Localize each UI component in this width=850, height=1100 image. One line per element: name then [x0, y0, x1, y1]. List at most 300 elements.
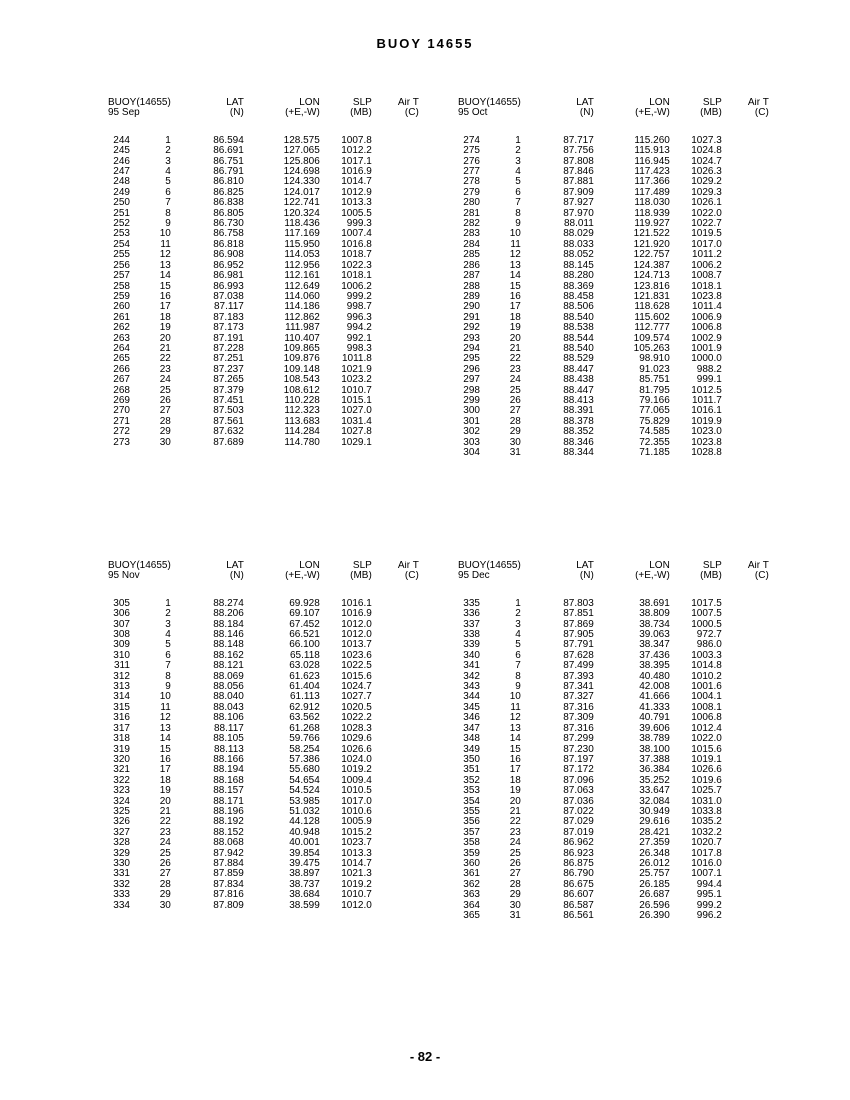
lon-value: 115.913: [634, 146, 670, 157]
day: 24: [159, 375, 171, 386]
airt-value: [722, 703, 769, 713]
table-row: [450, 375, 769, 385]
airt-value: [372, 198, 419, 208]
lat-value: 86.805: [213, 208, 244, 219]
lon-value: 124.698: [283, 167, 320, 178]
lat-value: 87.022: [563, 806, 594, 817]
table-row: [450, 302, 769, 312]
header-spacer: [450, 582, 769, 599]
airt-value: [372, 734, 419, 744]
airt-value: [372, 890, 419, 900]
lat-value: 86.790: [563, 869, 594, 880]
lat-value: 86.952: [213, 260, 244, 271]
slp-value: 1026.1: [691, 198, 722, 209]
slp-value: 1022.0: [691, 734, 722, 745]
lon-value: 61.113: [289, 692, 320, 703]
day-of-year: 269: [113, 395, 130, 406]
day: 9: [515, 219, 521, 230]
airt-value: [722, 661, 769, 671]
day: 1: [515, 135, 521, 146]
day-of-year: 365: [463, 911, 480, 921]
table-row: [450, 334, 769, 344]
table-row: [450, 271, 769, 281]
table-row: [450, 609, 769, 619]
lon-value: 123.816: [633, 281, 670, 292]
airt-header: Air T: [747, 561, 769, 571]
day: 3: [165, 156, 171, 167]
day: 18: [509, 312, 521, 323]
lat-value: 88.171: [213, 796, 244, 807]
table-row: [450, 261, 769, 271]
airt-value: [722, 261, 769, 271]
table-row: [450, 157, 769, 167]
table-row: [100, 890, 419, 900]
slp-value: 1014.7: [341, 177, 372, 188]
day-of-year: 252: [113, 219, 130, 230]
airt-value: [372, 292, 419, 302]
airt-value: [372, 859, 419, 869]
table-row: [450, 229, 769, 239]
day: 23: [509, 364, 521, 375]
lon-value: 112.161: [284, 271, 320, 282]
airt-value: [722, 828, 769, 838]
lon-value: 37.436: [639, 650, 670, 661]
slp-value: 1011.8: [341, 354, 372, 365]
table-row: [450, 250, 769, 260]
day: 11: [160, 239, 171, 250]
day-of-year: 360: [463, 858, 480, 869]
lat-unit: (N): [229, 571, 244, 582]
airt-value: [722, 838, 769, 848]
lon-value: 85.751: [639, 375, 670, 386]
lon-value: 118.628: [634, 302, 670, 313]
lat-value: 87.063: [563, 786, 594, 797]
lon-value: 54.654: [289, 775, 320, 786]
lon-value: 122.741: [283, 198, 320, 209]
table-row: [100, 869, 419, 879]
day: 25: [509, 385, 521, 396]
airt-value: [372, 427, 419, 437]
slp-header: SLP: [702, 561, 722, 571]
day-of-year: 307: [113, 619, 130, 630]
day: 7: [165, 661, 171, 672]
lat-value: 88.146: [213, 630, 244, 641]
day-of-year: 268: [113, 385, 130, 396]
lon-value: 114.060: [284, 291, 320, 302]
lat-value: 87.251: [213, 354, 244, 365]
lon-value: 57.386: [289, 754, 320, 765]
day: 21: [509, 806, 521, 817]
day-of-year: 259: [113, 291, 130, 302]
airt-value: [722, 734, 769, 744]
day-of-year: 277: [463, 167, 480, 178]
day-of-year: 341: [463, 661, 480, 672]
table-row: [450, 620, 769, 630]
slp-value: 1026.6: [341, 744, 372, 755]
lat-value: 88.056: [213, 682, 244, 693]
day: 18: [159, 312, 171, 323]
day-of-year: 295: [463, 354, 480, 365]
day: 2: [165, 609, 171, 620]
day-of-year: 335: [463, 598, 480, 609]
lat-value: 86.594: [213, 135, 244, 146]
lat-value: 88.162: [213, 650, 244, 661]
day-of-year: 303: [463, 437, 480, 448]
airt-value: [722, 849, 769, 859]
day-of-year: 330: [113, 858, 130, 869]
airt-value: [722, 229, 769, 239]
slp-value: 1023.7: [341, 838, 372, 849]
slp-value: 1019.1: [691, 754, 722, 765]
lat-value: 87.341: [563, 682, 594, 693]
lon-value: 37.388: [639, 754, 670, 765]
slp-unit: (MB): [350, 108, 372, 119]
day: 23: [159, 827, 171, 838]
airt-value: [372, 828, 419, 838]
lat-value: 86.993: [213, 281, 244, 292]
day: 29: [159, 427, 171, 438]
spacer-cell: [100, 119, 419, 136]
table-row: [450, 136, 769, 146]
slp-value: 1012.0: [341, 630, 372, 641]
lat-value: 87.379: [213, 385, 244, 396]
airt-value: [372, 599, 419, 609]
lat-value: 87.791: [563, 640, 594, 651]
header-spacer: [100, 119, 419, 136]
table-row: [450, 703, 769, 713]
table-row: [100, 880, 419, 890]
day: 4: [515, 630, 521, 641]
lat-value: 87.327: [563, 692, 594, 703]
day-of-year: 289: [463, 291, 480, 302]
day-of-year: 286: [463, 260, 480, 271]
airt-value: [372, 745, 419, 755]
slp-value: 1026.3: [691, 167, 722, 178]
table-row: [100, 849, 419, 859]
airt-value: [722, 692, 769, 702]
lat-value: 88.069: [213, 671, 244, 682]
lat-value: 87.117: [213, 302, 244, 313]
lon-value: 53.985: [289, 796, 320, 807]
table-row: [450, 323, 769, 333]
day-of-year: 359: [463, 848, 480, 859]
slp-value: 1023.6: [341, 650, 372, 661]
lat-value: 88.352: [563, 427, 594, 438]
airt-value: [372, 838, 419, 848]
table-row: [100, 692, 419, 702]
day: 30: [159, 900, 171, 911]
day: 12: [159, 713, 171, 724]
lat-value: 87.884: [213, 858, 244, 869]
lat-header: LAT: [226, 561, 244, 571]
slp-value: 986.0: [696, 640, 722, 651]
day-of-year: 351: [463, 765, 480, 776]
lon-value: 26.596: [639, 900, 670, 911]
day-of-year: 266: [113, 364, 130, 375]
airt-value: [722, 817, 769, 827]
table-row: [450, 786, 769, 796]
table-row: [100, 198, 419, 208]
lon-value: 111.987: [285, 323, 320, 334]
day: 16: [509, 754, 521, 765]
table-row: [450, 282, 769, 292]
airt-value: [722, 198, 769, 208]
day: 25: [159, 848, 171, 859]
lat-unit: (N): [579, 108, 594, 119]
slp-value: 1003.3: [691, 650, 722, 661]
airt-value: [372, 219, 419, 229]
airt-value: [722, 282, 769, 292]
day: 22: [159, 817, 171, 828]
day: 5: [165, 640, 171, 651]
lat-value: 87.191: [213, 333, 244, 344]
day: 25: [159, 385, 171, 396]
day-of-year: 308: [113, 630, 130, 641]
lon-value: 128.575: [283, 135, 320, 146]
table-row: [100, 292, 419, 302]
day-of-year: 257: [113, 271, 130, 282]
slp-value: 1023.2: [341, 375, 372, 386]
table-row: [100, 334, 419, 344]
day-of-year: 296: [463, 364, 480, 375]
lon-value: 39.854: [289, 848, 320, 859]
slp-value: 1026.6: [691, 765, 722, 776]
day: 27: [509, 869, 521, 880]
table-body: [100, 98, 419, 448]
lon-unit: (+E,-W): [635, 571, 670, 582]
table-row: [450, 672, 769, 682]
table-row: [100, 209, 419, 219]
slp-value: 1020.7: [691, 838, 722, 849]
month-label: 95 Sep: [108, 107, 140, 119]
day: 14: [509, 734, 521, 745]
table-row: [100, 146, 419, 156]
lon-value: 121.831: [633, 291, 670, 302]
airt-value: [372, 354, 419, 364]
airt-value: [372, 417, 419, 427]
airt-value: [722, 250, 769, 260]
airt-value: [372, 229, 419, 239]
lon-value: 51.032: [289, 806, 320, 817]
day: 17: [509, 302, 521, 313]
airt-value: [722, 599, 769, 609]
month-table-dec: [450, 561, 769, 921]
day-of-year: 251: [113, 208, 130, 219]
table-row: [450, 859, 769, 869]
day-of-year: 293: [463, 333, 480, 344]
airt-value: [722, 869, 769, 879]
airt-value: [372, 817, 419, 827]
airt-value: [722, 797, 769, 807]
airt-value: [722, 911, 769, 921]
airt-value: [722, 375, 769, 385]
lon-value: 118.030: [634, 198, 670, 209]
lat-value: 87.846: [563, 167, 594, 178]
slp-value: 1001.6: [691, 682, 722, 693]
day-of-year: 324: [113, 796, 130, 807]
day: 10: [159, 692, 171, 703]
day: 17: [509, 765, 521, 776]
day: 13: [509, 260, 521, 271]
slp-value: 996.2: [696, 911, 722, 921]
airt-value: [372, 713, 419, 723]
slp-value: 1024.8: [691, 146, 722, 157]
lon-value: 117.423: [634, 167, 670, 178]
lat-value: 87.316: [563, 723, 594, 734]
slp-value: 1019.9: [691, 416, 722, 427]
table-row: [100, 157, 419, 167]
lat-value: 87.237: [213, 364, 244, 375]
lon-value: 38.100: [639, 744, 670, 755]
lon-value: 65.118: [289, 650, 320, 661]
slp-value: 1006.2: [341, 281, 372, 292]
lon-value: 121.522: [633, 229, 670, 240]
slp-value: 996.3: [346, 312, 372, 323]
lon-value: 112.323: [284, 406, 320, 417]
day: 17: [159, 765, 171, 776]
day: 16: [159, 754, 171, 765]
day-of-year: 331: [113, 869, 130, 880]
lon-value: 114.053: [284, 250, 320, 261]
airt-value: [722, 177, 769, 187]
header-row: [100, 561, 419, 571]
slp-value: 1002.9: [691, 333, 722, 344]
lat-value: 88.544: [563, 333, 594, 344]
slp-value: 1011.2: [691, 250, 722, 261]
day: 22: [509, 354, 521, 365]
airt-value: [722, 859, 769, 869]
lat-value: 87.927: [563, 198, 594, 209]
day-of-year: 263: [113, 333, 130, 344]
airt-value: [372, 386, 419, 396]
lon-value: 112.649: [284, 281, 320, 292]
lat-value: 88.413: [563, 395, 594, 406]
slp-value: 1010.5: [341, 786, 372, 797]
lon-value: 72.355: [639, 437, 670, 448]
lat-value: 87.228: [213, 343, 244, 354]
lon-value: 40.791: [639, 713, 670, 724]
day: 20: [509, 333, 521, 344]
day: 30: [509, 437, 521, 448]
table-row: [100, 838, 419, 848]
lat-value: 87.808: [563, 156, 594, 167]
slp-value: 1017.8: [691, 848, 722, 859]
day: 20: [509, 796, 521, 807]
lat-value: 87.869: [563, 619, 594, 630]
lon-value: 58.254: [289, 744, 320, 755]
lon-value: 125.806: [283, 156, 320, 167]
lon-value: 62.912: [289, 702, 320, 713]
slp-value: 1022.2: [341, 713, 372, 724]
table-row: [450, 177, 769, 187]
day: 10: [509, 229, 521, 240]
slp-value: 1014.7: [341, 858, 372, 869]
lon-value: 118.436: [284, 219, 320, 230]
day: 12: [159, 250, 171, 261]
slp-value: 1017.5: [691, 598, 722, 609]
month-label: 95 Dec: [458, 570, 490, 582]
lat-value: 87.803: [563, 598, 594, 609]
month-label: 95 Nov: [108, 570, 140, 582]
day: 11: [510, 702, 521, 713]
lon-value: 61.268: [289, 723, 320, 734]
lon-value: 38.789: [639, 734, 670, 745]
airt-value: [372, 651, 419, 661]
airt-value: [722, 240, 769, 250]
day: 13: [509, 723, 521, 734]
lat-value: 87.036: [563, 796, 594, 807]
day-of-year: 357: [463, 827, 480, 838]
lat-value: 86.923: [563, 848, 594, 859]
day: 17: [159, 302, 171, 313]
airt-value: [372, 880, 419, 890]
table-row: [100, 724, 419, 734]
lat-value: 88.192: [213, 817, 244, 828]
day-of-year: 300: [463, 406, 480, 417]
day-of-year: 333: [113, 890, 130, 901]
lat-value: 88.438: [563, 375, 594, 386]
day-of-year: 299: [463, 395, 480, 406]
month-table-sep: [100, 98, 419, 448]
lat-value: 87.096: [563, 775, 594, 786]
table-row: [100, 661, 419, 671]
day-of-year: 297: [463, 375, 480, 386]
table-row: [450, 640, 769, 650]
day-of-year: 363: [463, 890, 480, 901]
lon-value: 74.585: [639, 427, 670, 438]
day: 9: [165, 682, 171, 693]
lat-value: 88.280: [563, 271, 594, 282]
lon-value: 117.169: [284, 229, 320, 240]
airt-value: [722, 386, 769, 396]
lon-value: 115.602: [634, 312, 670, 323]
table-row: [450, 146, 769, 156]
airt-value: [722, 354, 769, 364]
buoy-label: BUOY(14655): [108, 97, 171, 108]
table-row: [450, 417, 769, 427]
lat-value: 87.173: [213, 323, 244, 334]
airt-value: [722, 302, 769, 312]
table-row: [100, 302, 419, 312]
slp-value: 1008.7: [691, 271, 722, 282]
slp-value: 1012.0: [341, 900, 372, 911]
lon-value: 39.063: [639, 630, 670, 641]
table-row: [100, 313, 419, 323]
lon-value: 29.616: [639, 817, 670, 828]
lat-value: 86.818: [213, 239, 244, 250]
day-of-year: 258: [113, 281, 130, 292]
day: 3: [515, 619, 521, 630]
lat-value: 87.809: [213, 900, 244, 911]
lat-value: 88.447: [563, 364, 594, 375]
day-of-year: 302: [463, 427, 480, 438]
table-row: [450, 911, 769, 921]
slp-value: 994.2: [346, 323, 372, 334]
slp-value: 1009.4: [341, 775, 372, 786]
day: 14: [509, 271, 521, 282]
slp-unit: (MB): [700, 571, 722, 582]
lat-value: 88.369: [563, 281, 594, 292]
day-of-year: 287: [463, 271, 480, 282]
slp-value: 1029.1: [341, 437, 372, 448]
day-of-year: 343: [463, 682, 480, 693]
day: 10: [509, 692, 521, 703]
lon-value: 75.829: [639, 416, 670, 427]
day-of-year: 283: [463, 229, 480, 240]
table-row: [100, 365, 419, 375]
day-of-year: 323: [113, 786, 130, 797]
day: 22: [159, 354, 171, 365]
